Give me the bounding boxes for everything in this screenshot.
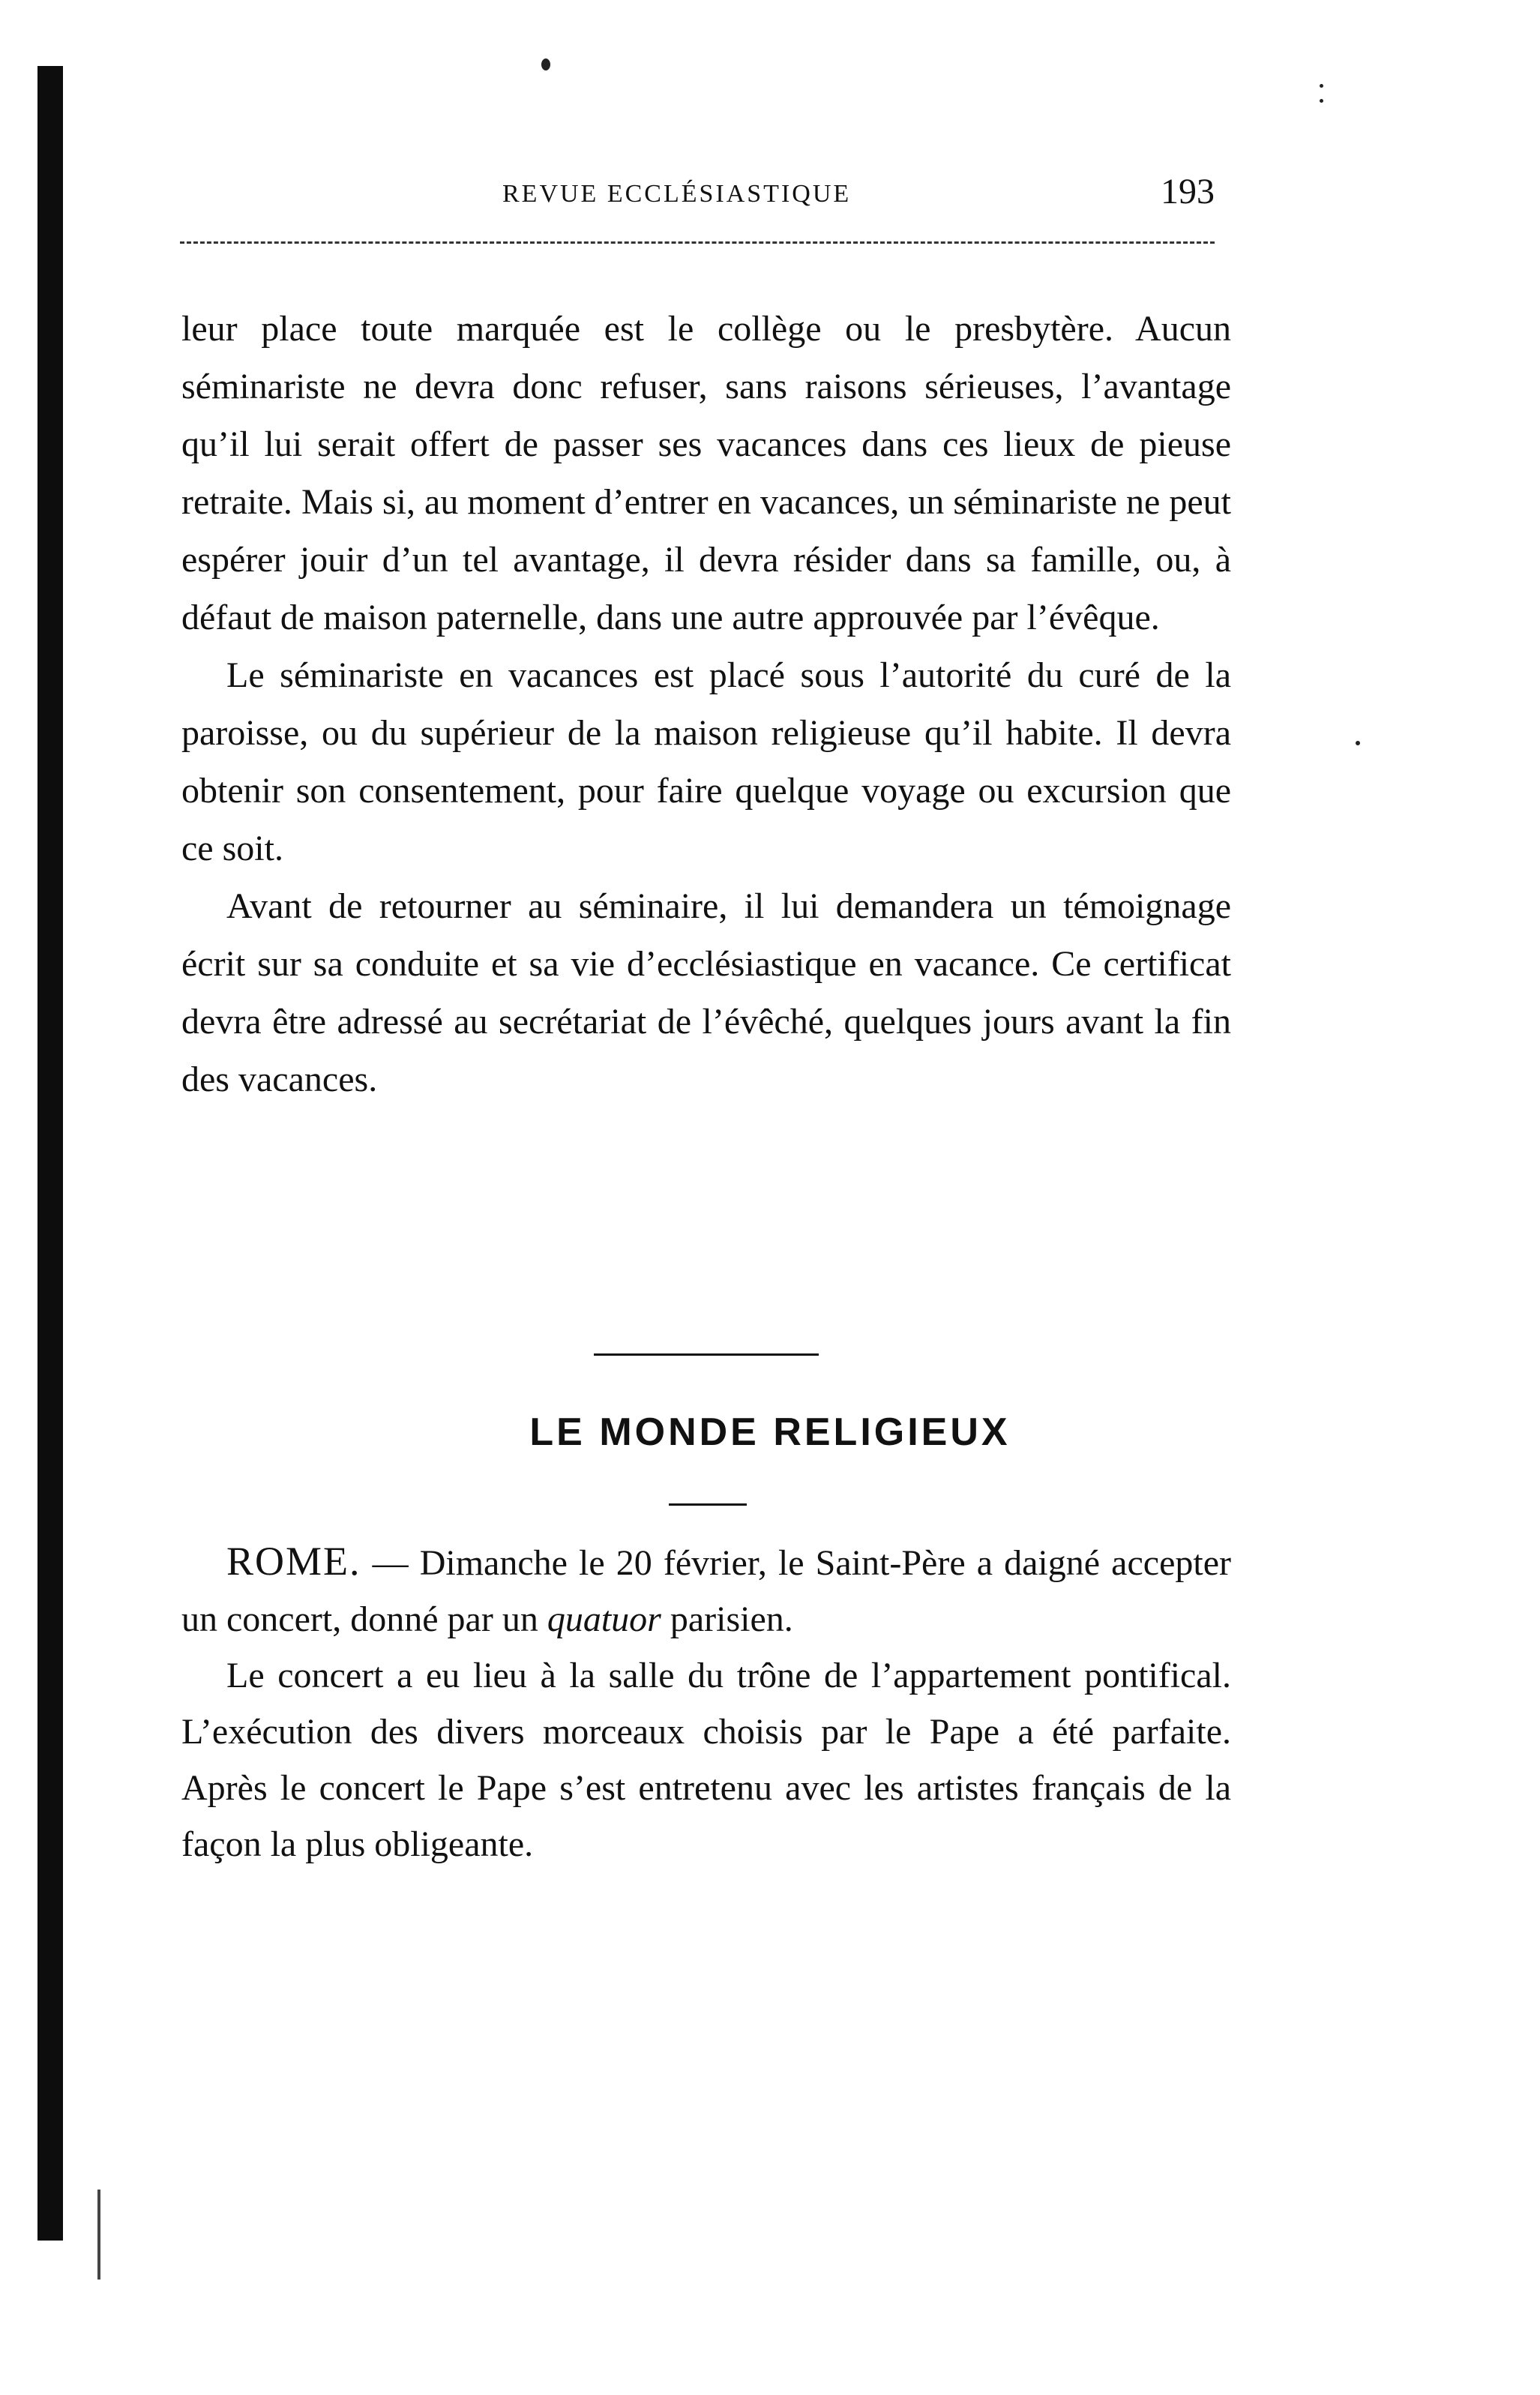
section-divider: [594, 1353, 819, 1356]
ink-speck: [1320, 84, 1323, 88]
main-text: [181, 300, 1231, 1108]
news-paragraph: [181, 1533, 1231, 1647]
heading-underline: [669, 1503, 747, 1506]
paragraph: leur place toute marquée est le collège ou le presbytère. Aucun séminariste ne devra donc refuser, sans raisons sérieuses, l’avantage qu’il lui serait offert de passer ses vacances dans ces lieux de pieuse retraite. Mais si, au moment d’entrer en vacances, un séminariste ne peut espérer jouir d’un tel avantage, il devra résider dans sa famille, ou, à défaut de maison paternelle, dans une autre approuvée par l’évêque.: [181, 309, 1231, 637]
header-rule: [180, 241, 1215, 244]
paragraph: Le séminariste en vacances est placé sous l’autorité du curé de la paroisse, ou du supérieur de la maison religieuse qu’il habite. Il devra obtenir son consentement, pour faire quelque voyage ou excursion que ce soit.: [181, 655, 1231, 868]
section-heading: LE MONDE RELIGIEUX: [529, 1410, 1011, 1454]
ink-speck: [1320, 99, 1323, 103]
ink-speck: [1356, 741, 1360, 745]
running-head: [180, 171, 1245, 216]
section-text: [181, 1533, 1231, 1872]
news-text: — Dimanche le 20 février, le Saint-Père a daigné accepter un concert, donné par un: [181, 1543, 1231, 1639]
news-text-end: parisien.: [661, 1599, 793, 1639]
ink-speck: [541, 58, 550, 70]
running-title: REVUE ECCLÉSIASTIQUE: [502, 180, 852, 208]
place-name: ROME.: [226, 1539, 361, 1584]
paragraph: Avant de retourner au séminaire, il lui demandera un témoignage écrit sur sa conduite et sa vie d’ecclésiastique en vacance. Ce certificat devra être adressé au secrétariat de l’évêché, quelques jours avant la fin des vacances.: [181, 886, 1231, 1099]
italic-term: quatuor: [547, 1599, 661, 1639]
binding-mark: [97, 2190, 100, 2280]
binding-edge: [37, 66, 63, 2241]
page-number: 193: [1161, 172, 1215, 211]
news-paragraph: Le concert a eu lieu à la salle du trône de l’appartement pontifical. L’exécution des divers morceaux choisis par le Pape a été parfaite. Après le concert le Pape s’est entretenu avec les artistes français de la façon la plus obligeante.: [181, 1656, 1231, 1864]
